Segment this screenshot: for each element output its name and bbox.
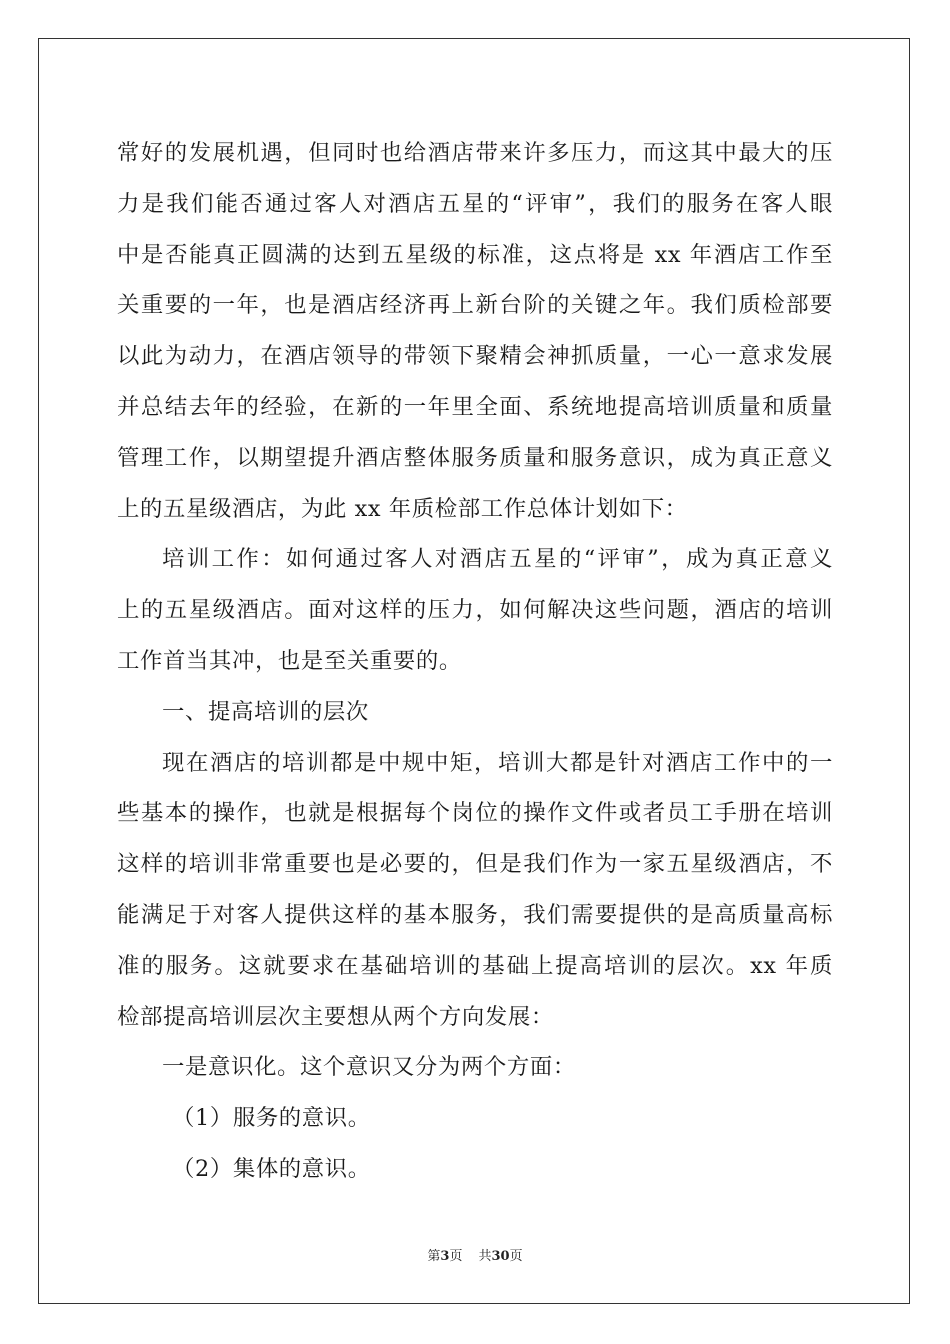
document-body [117, 128, 833, 1195]
paragraph-line: 上的五星级酒店。面对这样的压力，如何解决这些问题，酒店的培训 [117, 597, 833, 624]
paragraph-line: 准的服务。这就要求在基础培训的基础上提高培训的层次。xx 年质 [117, 952, 833, 979]
paragraph-line: 培训工作：如何通过客人对酒店五星的“评审”，成为真正意义 [162, 546, 833, 573]
paragraph-line: 常好的发展机遇，但同时也给酒店带来许多压力，而这其中最大的压 [117, 140, 833, 166]
footer-total-suffix: 页 [509, 1249, 523, 1264]
paragraph-line: 上的五星级酒店，为此 xx 年质检部工作总体计划如下： [117, 495, 688, 522]
list-item: （2）集体的意识。 [172, 1155, 371, 1182]
paragraph-line: 现在酒店的培训都是中规中矩，培训大都是针对酒店工作中的一 [162, 749, 833, 776]
section-heading: 一、提高培训的层次 [162, 698, 369, 725]
paragraph-line: 关重要的一年，也是酒店经济再上新台阶的关键之年。我们质检部要 [117, 292, 833, 319]
footer-prefix: 第 [427, 1249, 441, 1264]
paragraph-line: 并总结去年的经验，在新的一年里全面、系统地提高培训质量和质量 [117, 393, 833, 420]
paragraph-line: 这样的培训非常重要也是必要的，但是我们作为一家五星级酒店，不 [117, 851, 833, 878]
page-number: 3 [440, 1249, 450, 1264]
total-pages: 30 [491, 1249, 510, 1264]
paragraph-line: 一是意识化。这个意识又分为两个方面： [162, 1054, 576, 1081]
paragraph-line: 能满足于对客人提供这样的基本服务，我们需要提供的是高质量高标 [117, 901, 833, 928]
paragraph-line: 工作首当其冲，也是至关重要的。 [117, 647, 462, 674]
page-footer [0, 1245, 950, 1264]
paragraph-line: 些基本的操作，也就是根据每个岗位的操作文件或者员工手册在培训 [117, 800, 833, 827]
paragraph-line: 中是否能真正圆满的达到五星级的标准，这点将是 xx 年酒店工作至 [117, 241, 833, 268]
paragraph-line: 管理工作，以期望提升酒店整体服务质量和服务意识，成为真正意义 [117, 444, 833, 471]
list-item: （1）服务的意识。 [172, 1105, 371, 1132]
paragraph-line: 以此为动力，在酒店领导的带领下聚精会神抓质量，一心一意求发展 [117, 343, 833, 370]
paragraph-line: 力是我们能否通过客人对酒店五星的“评审”，我们的服务在客人眼 [117, 190, 833, 217]
footer-total-prefix: 共 [478, 1249, 492, 1264]
paragraph-line: 检部提高培训层次主要想从两个方向发展： [117, 1003, 554, 1030]
footer-page-suffix: 页 [449, 1249, 463, 1264]
